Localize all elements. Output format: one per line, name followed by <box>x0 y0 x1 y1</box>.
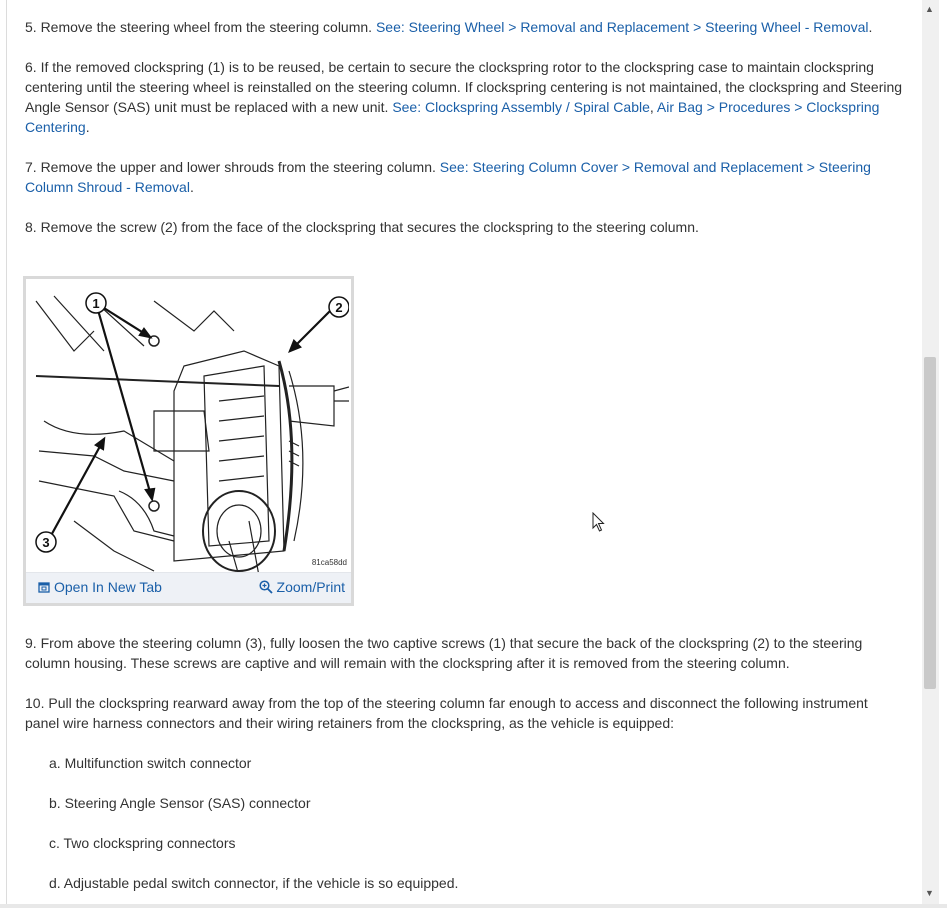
magnifier-icon <box>259 580 273 594</box>
window-bottom-border <box>0 904 947 908</box>
step-9: 9. From above the steering column (3), fully loosen the two captive screws (1) that secure the back of the clockspring (2) to the steering column housing. These screws are captive and will remain with the clockspring after it is removed from the steering column. <box>25 635 863 671</box>
step-8: 8. Remove the screw (2) from the face of the clockspring that secures the clockspring to the steering column. <box>25 219 699 235</box>
step-5: 5. Remove the steering wheel from the steering column. See: Steering Wheel > Removal and Replacement > Steering Wheel - Removal. <box>25 19 873 35</box>
step-7: 7. Remove the upper and lower shrouds from the steering column. See: Steering Column Cover > Removal and Replacement > Steering Column Shroud - Removal. <box>25 159 871 195</box>
clockspring-diagram[interactable] <box>34 291 349 576</box>
image-code: 81ca58dd <box>311 558 347 567</box>
step-6: 6. If the removed clockspring (1) is to be reused, be certain to secure the clockspring rotor to the clockspring case to maintain clockspring centering until the steering wheel is reinstalled on the steering column. If clockspring centering is not maintained, the clockspring and Steering Angle Sensor (SAS) unit must be replaced with a new unit. See: Clockspring Assembly / Spiral Cable, Air Bag > Procedures > Clockspring Centering. <box>25 59 903 135</box>
figure-toolbar <box>26 572 351 603</box>
clockspring-centering-link[interactable]: Air Bag > Procedures > Clockspring Centering <box>25 99 880 135</box>
clockspring-figure <box>23 276 354 606</box>
mouse-pointer-icon <box>592 512 606 532</box>
steering-wheel-removal-link[interactable]: See: Steering Wheel > Removal and Replacement > Steering Wheel - Removal <box>375 19 869 35</box>
substep-d: d. Adjustable pedal switch connector, if the vehicle is so equipped. <box>49 875 459 891</box>
callout-2-label: 2 <box>335 300 343 315</box>
substep-b: b. Steering Angle Sensor (SAS) connector <box>49 795 311 811</box>
step-10: 10. Pull the clockspring rearward away from the top of the steering column far enough to access and disconnect the following instrument panel wire harness connectors and their wiring retainers from the clockspring, as the vehicle is equipped: <box>25 695 868 731</box>
substep-a: a. Multifunction switch connector <box>49 755 252 771</box>
callout-3-label: 3 <box>42 535 50 550</box>
scroll-down-arrow[interactable]: ▼ <box>925 888 934 898</box>
open-new-tab-icon <box>38 581 50 593</box>
zoom-print-button[interactable]: Zoom/Print <box>259 579 345 595</box>
clockspring-assembly-link[interactable]: See: Clockspring Assembly / Spiral Cable <box>392 99 650 115</box>
open-new-tab-button[interactable]: Open In New Tab <box>38 579 162 595</box>
frame-left-border <box>6 0 7 908</box>
column-shroud-removal-link[interactable]: See: Steering Column Cover > Removal and Replacement > Steering Column Shroud - Removal <box>25 159 871 195</box>
callout-1-label: 1 <box>92 296 100 311</box>
substep-c: c. Two clockspring connectors <box>49 835 236 851</box>
scrollbar-thumb[interactable] <box>924 357 936 689</box>
scroll-up-arrow[interactable]: ▲ <box>925 4 934 14</box>
